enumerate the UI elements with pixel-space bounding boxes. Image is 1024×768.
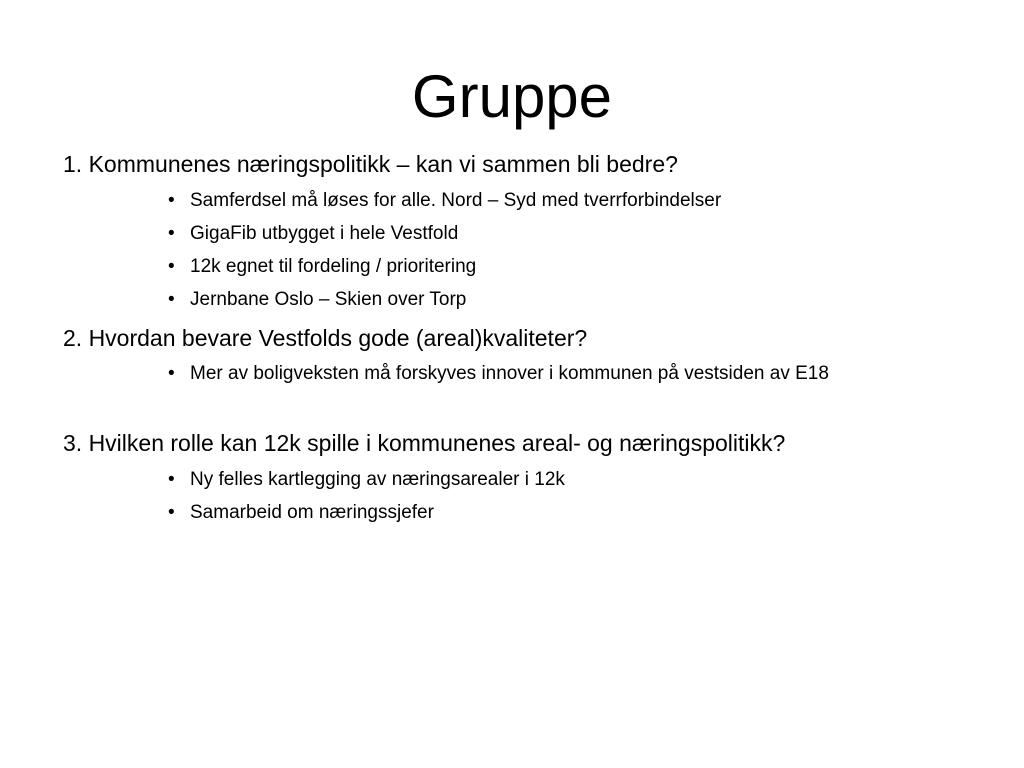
bullet-item (168, 255, 476, 279)
bullet-item (168, 362, 829, 386)
bullet-marker: • (168, 256, 175, 277)
bullet-text: Samarbeid om næringssjefer (190, 502, 434, 523)
bullet-text: 12k egnet til fordeling / prioritering (190, 256, 477, 277)
bullet-text: Jernbane Oslo – Skien over Torp (190, 289, 467, 310)
bullet-item (168, 189, 721, 213)
bullet-marker: • (168, 190, 175, 211)
bullet-text: Ny felles kartlegging av næringsarealer i 12k (190, 469, 565, 490)
bullet-marker: • (168, 502, 175, 523)
question-3: 3. Hvilken rolle kan 12k spille i kommunenes areal- og næringspolitikk? (63, 430, 786, 456)
bullet-item (168, 222, 458, 246)
question-2: 2. Hvordan bevare Vestfolds gode (areal)kvaliteter? (63, 325, 588, 351)
slide-title: Gruppe (411, 63, 613, 130)
bullet-item (168, 468, 565, 492)
bullet-marker: • (168, 363, 175, 384)
question-1: 1. Kommunenes næringspolitikk – kan vi sammen bli bedre? (63, 151, 678, 177)
bullet-marker: • (168, 289, 175, 310)
bullet-text: Samferdsel må løses for alle. Nord – Syd med tverrforbindelser (190, 190, 722, 211)
bullet-text: Mer av boligveksten må forskyves innover i kommunen på vestsiden av E18 (190, 363, 829, 384)
bullet-item (168, 288, 466, 312)
bullet-text: GigaFib utbygget i hele Vestfold (190, 223, 459, 244)
bullet-item (168, 501, 434, 525)
bullet-marker: • (168, 469, 175, 490)
bullet-marker: • (168, 223, 175, 244)
